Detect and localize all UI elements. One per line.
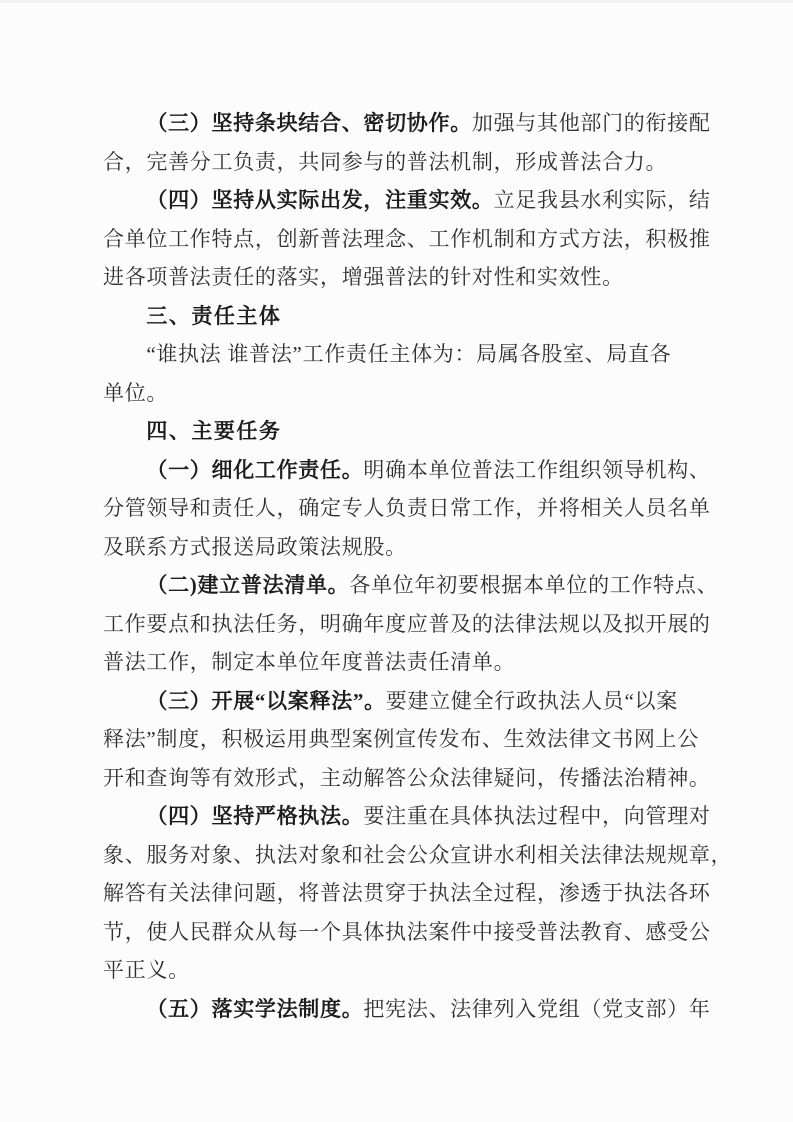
text-line bbox=[103, 104, 715, 143]
text-segment: 及联系方式报送局政策法规股。 bbox=[103, 534, 407, 559]
text-segment: 要注重在具体执法过程中，向管理对 bbox=[363, 804, 711, 828]
text-segment: 象、服务对象、执法对象和社会公众宣讲水利相关法律法规规章， bbox=[103, 842, 733, 867]
section-heading bbox=[103, 412, 715, 451]
text-line bbox=[103, 913, 715, 952]
text-line bbox=[103, 451, 715, 490]
text-line bbox=[103, 528, 715, 567]
text-line bbox=[103, 181, 715, 220]
bold-text-segment: （三）开展“以案释法”。 bbox=[146, 688, 386, 713]
text-segment: 解答有关法律问题，将普法贯穿于执法全过程，渗透于执法各环 bbox=[103, 881, 711, 905]
text-line bbox=[103, 682, 715, 721]
text-line bbox=[103, 836, 733, 875]
text-segment: 要建立健全行政执法人员“以案 bbox=[385, 688, 678, 713]
text-segment: 开和查询等有效形式，主动解答公众法律疑问，传播法治精神。 bbox=[103, 765, 711, 790]
text-segment: 把宪法、法律列入党组（党支部）年 bbox=[363, 996, 711, 1021]
text-line bbox=[103, 797, 715, 836]
text-line bbox=[103, 374, 715, 413]
text-segment: 立足我县水利实际，结 bbox=[493, 188, 711, 212]
text-line bbox=[103, 759, 715, 798]
section-heading bbox=[103, 297, 715, 336]
text-line bbox=[103, 220, 715, 259]
text-segment: 加强与其他部门的衔接配 bbox=[471, 111, 711, 135]
text-line bbox=[103, 605, 715, 644]
bold-text-segment: 三、责任主体 bbox=[146, 304, 282, 328]
text-segment: 释法”制度，积极运用典型案例宣传发布、生效法律文书网上公 bbox=[103, 727, 699, 751]
text-line bbox=[103, 990, 715, 1029]
scan-artifact-top-edge bbox=[0, 0, 793, 3]
text-line bbox=[103, 951, 715, 990]
text-line bbox=[103, 720, 715, 759]
text-segment: “谁执法 谁普法”工作责任主体为：局属各股室、局直各 bbox=[146, 342, 672, 366]
text-segment: 进各项普法责任的落实，增强普法的针对性和实效性。 bbox=[103, 265, 624, 289]
bold-text-segment: （一）细化工作责任。 bbox=[146, 457, 364, 482]
text-segment: 节，使人民群众从每一个具体执法案件中接受普法教育、感受公 bbox=[103, 919, 711, 944]
text-segment: 分管领导和责任人，确定专人负责日常工作，并将相关人员名单 bbox=[103, 496, 711, 520]
text-line bbox=[103, 874, 715, 913]
text-line bbox=[103, 143, 715, 182]
text-line bbox=[103, 566, 719, 605]
text-line bbox=[103, 258, 715, 297]
bold-text-segment: （五）落实学法制度。 bbox=[146, 996, 364, 1021]
bold-text-segment: （四）坚持从实际出发，注重实效。 bbox=[146, 188, 494, 212]
bold-text-segment: 四、主要任务 bbox=[146, 420, 282, 443]
text-line bbox=[103, 335, 715, 374]
text-line bbox=[103, 489, 715, 528]
text-segment: 普法工作，制定本单位年度普法责任清单。 bbox=[103, 650, 516, 674]
document-text-block bbox=[103, 104, 733, 1028]
text-segment: 工作要点和执法任务，明确年度应普及的法律法规以及拟开展的 bbox=[103, 611, 711, 636]
text-segment: 明确本单位普法工作组织领导机构、 bbox=[363, 457, 711, 482]
text-segment: 合单位工作特点，创新普法理念、工作机制和方式方法，积极推 bbox=[103, 226, 711, 251]
bold-text-segment: （四）坚持严格执法。 bbox=[146, 804, 364, 828]
text-segment: 合，完善分工负责，共同参与的普法机制，形成普法合力。 bbox=[103, 149, 668, 174]
bold-text-segment: （二)建立普法清单。 bbox=[146, 573, 350, 597]
text-line bbox=[103, 643, 715, 682]
bold-text-segment: （三）坚持条块结合、密切协作。 bbox=[146, 111, 472, 135]
text-segment: 各单位年初要根据本单位的工作特点、 bbox=[349, 573, 719, 597]
text-segment: 平正义。 bbox=[103, 958, 190, 982]
text-segment: 单位。 bbox=[103, 380, 169, 405]
